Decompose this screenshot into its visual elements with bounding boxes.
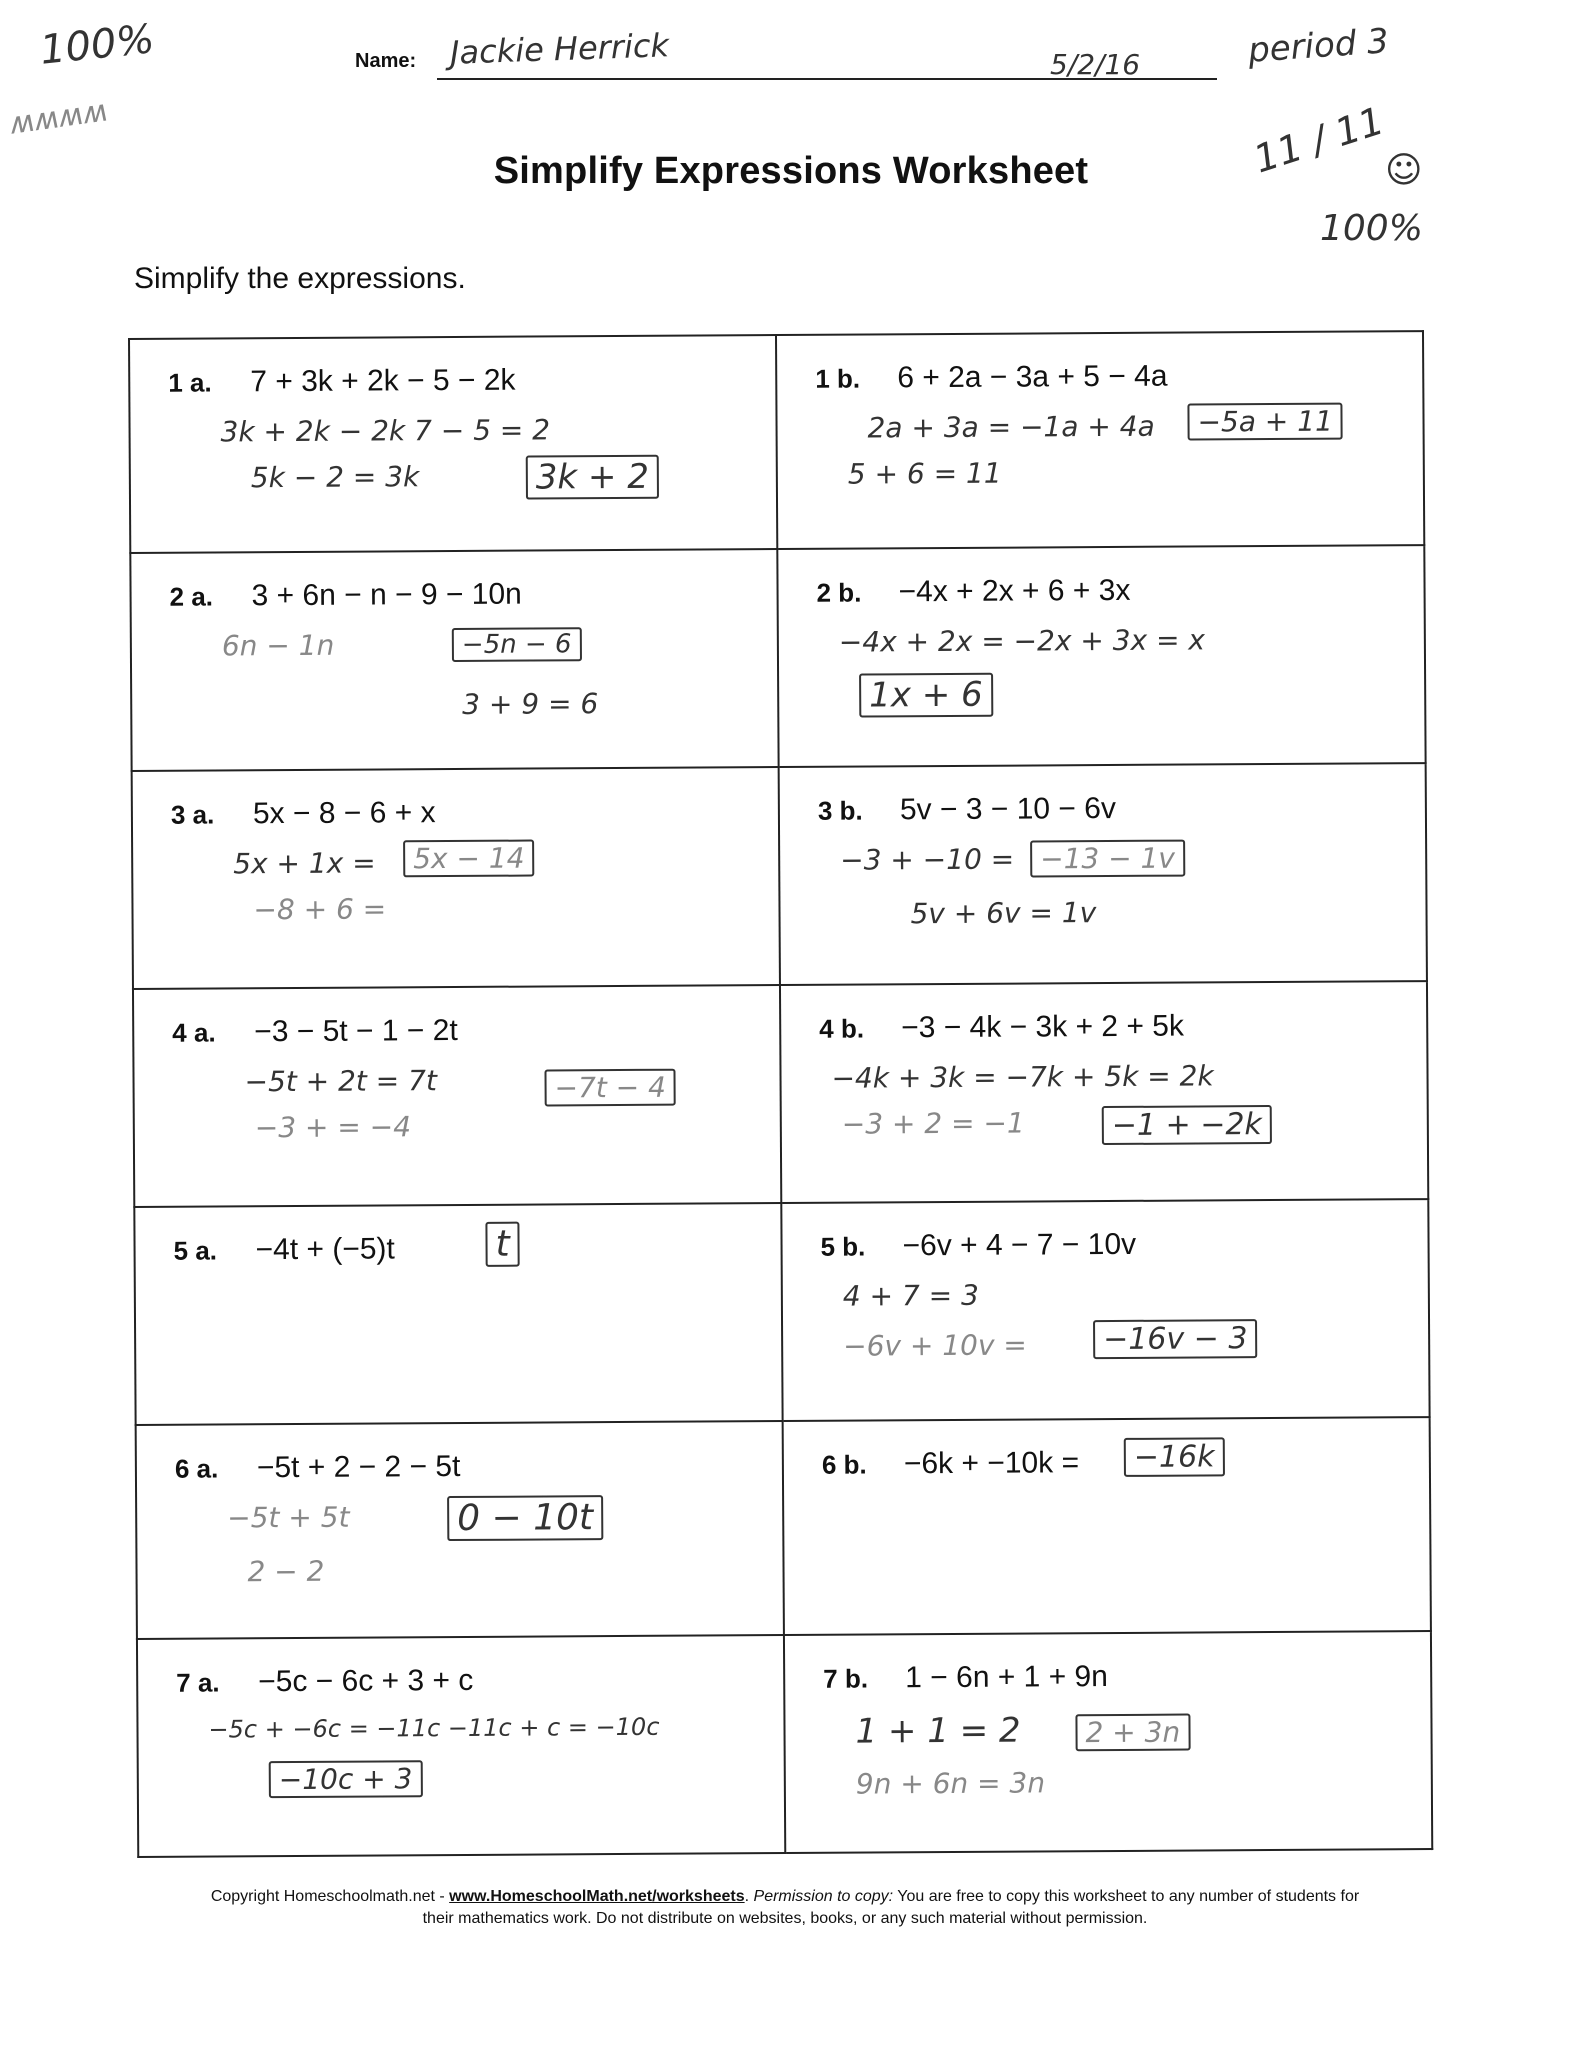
work-line: −8 + 6 = bbox=[253, 892, 387, 927]
answer-box: t bbox=[485, 1222, 519, 1267]
work-line: 3k + 2k − 2k 7 − 5 = 2 bbox=[220, 413, 551, 449]
scribble-top-left: ʍʍʍʍ bbox=[8, 93, 111, 142]
answer-box: 5x − 14 bbox=[403, 839, 535, 877]
work-line: −4k + 3k = −7k + 5k = 2k bbox=[831, 1059, 1214, 1095]
problem-label: 7 a. bbox=[176, 1667, 220, 1698]
problem-cell-1b bbox=[776, 331, 1424, 549]
problem-cell-1a bbox=[129, 335, 777, 553]
work-line: −3 + 2 = −1 bbox=[841, 1106, 1025, 1141]
problem-expression: 3 + 6n − n − 9 − 10n bbox=[251, 577, 522, 613]
problem-label: 4 a. bbox=[172, 1017, 216, 1048]
problem-cell-3a bbox=[132, 767, 780, 989]
problem-grid bbox=[128, 330, 1433, 1858]
answer-box: −10c + 3 bbox=[269, 1760, 423, 1798]
work-line: 5 + 6 = 11 bbox=[847, 456, 1002, 491]
work-line: 4 + 7 = 3 bbox=[842, 1278, 979, 1313]
work-line: −4x + 2x = −2x + 3x = x bbox=[838, 623, 1206, 659]
smile-icon: ☺ bbox=[1385, 150, 1423, 191]
problem-cell-6b bbox=[783, 1417, 1431, 1635]
work-line: 5v + 6v = 1v bbox=[910, 896, 1097, 931]
work-line: 9n + 6n = 3n bbox=[855, 1766, 1046, 1801]
work-line: 3 + 9 = 6 bbox=[462, 687, 599, 721]
answer-box: −16k bbox=[1124, 1437, 1225, 1477]
date-field: 5/2/16 bbox=[1050, 48, 1141, 81]
period-field: period 3 bbox=[1246, 21, 1390, 71]
work-line: 5k − 2 = 3k bbox=[250, 460, 420, 495]
answer-box: 0 − 10t bbox=[447, 1495, 603, 1541]
instructions: Simplify the expressions. bbox=[134, 262, 466, 295]
problem-cell-7a bbox=[137, 1635, 785, 1857]
work-line: −5c + −6c = −11c −11c + c = −10c bbox=[208, 1712, 660, 1744]
problem-expression: −6v + 4 − 7 − 10v bbox=[902, 1227, 1137, 1263]
work-line: −3 + −10 = bbox=[840, 842, 1015, 877]
work-line: 2 − 2 bbox=[247, 1554, 325, 1589]
student-name: Jackie Herrick bbox=[449, 26, 670, 72]
work-line: −5t + 5t bbox=[227, 1500, 350, 1535]
problem-label: 1 b. bbox=[815, 363, 861, 394]
score-percent: 100% bbox=[1320, 208, 1423, 249]
problem-expression: −5t + 2 − 2 − 5t bbox=[256, 1449, 461, 1485]
problem-expression: −4t + (−5)t bbox=[255, 1232, 395, 1267]
problem-label: 3 b. bbox=[817, 795, 863, 826]
problem-cell-2b bbox=[777, 545, 1425, 767]
problem-cell-5b bbox=[781, 1199, 1429, 1421]
problem-expression: −3 − 4k − 3k + 2 + 5k bbox=[901, 1009, 1185, 1045]
work-line: 1 + 1 = 2 bbox=[855, 1710, 1021, 1752]
problem-label: 5 a. bbox=[173, 1235, 218, 1266]
answer-box: −5n − 6 bbox=[452, 627, 582, 662]
answer-box: −7t − 4 bbox=[544, 1069, 676, 1107]
work-line: 2a + 3a = −1a + 4a bbox=[867, 409, 1155, 445]
footer: Copyright Homeschoolmath.net - www.HomeschoolMath.net/worksheets. Permission to copy: You are free to copy this worksheet to any number of students for their mathematics work. Do not distribute on websites, books, or any such material without permission. bbox=[210, 1888, 1360, 1927]
problem-cell-3b bbox=[779, 763, 1427, 985]
work-line: −3 + = −4 bbox=[254, 1110, 412, 1145]
problem-cell-4a bbox=[133, 985, 781, 1207]
work-line: −6v + 10v = bbox=[843, 1328, 1027, 1363]
problem-expression: −6k + −10k = bbox=[903, 1446, 1080, 1481]
problem-label: 1 a. bbox=[168, 367, 212, 398]
problem-label: 6 a. bbox=[174, 1453, 219, 1484]
problem-cell-6a bbox=[136, 1421, 784, 1639]
answer-box: −5a + 11 bbox=[1187, 403, 1343, 441]
problem-cell-7b bbox=[784, 1631, 1432, 1853]
worksheet-title: Simplify Expressions Worksheet bbox=[493, 150, 1089, 192]
footer-permission-label: Permission to copy: bbox=[753, 1888, 894, 1905]
answer-box: −13 − 1v bbox=[1030, 840, 1185, 878]
problem-label: 5 b. bbox=[820, 1231, 866, 1262]
problem-expression: 7 + 3k + 2k − 5 − 2k bbox=[250, 363, 516, 399]
problem-label: 2 a. bbox=[169, 581, 214, 612]
problem-label: 4 b. bbox=[819, 1013, 865, 1044]
answer-box: −16v − 3 bbox=[1093, 1319, 1258, 1359]
work-line: 5x + 1x = bbox=[233, 846, 376, 881]
problem-cell-2a bbox=[130, 549, 778, 771]
problem-expression: 1 − 6n + 1 + 9n bbox=[905, 1659, 1108, 1695]
name-label: Name: bbox=[355, 50, 417, 72]
problem-label: 7 b. bbox=[823, 1663, 869, 1694]
footer-permission-text: You are free to copy this worksheet to any number of students for their mathematics work. Do not distribute on websites, books, or any such material without permission. bbox=[422, 1888, 1360, 1927]
work-line: −5t + 2t = 7t bbox=[244, 1064, 438, 1099]
footer-link[interactable]: www.HomeschoolMath.net/worksheets bbox=[449, 1888, 745, 1905]
problem-expression: −3 − 5t − 1 − 2t bbox=[254, 1013, 458, 1049]
work-line: 6n − 1n bbox=[221, 628, 335, 663]
answer-box: −1 + −2k bbox=[1102, 1105, 1272, 1145]
problem-label: 2 b. bbox=[816, 577, 862, 608]
problem-label: 3 a. bbox=[170, 799, 215, 830]
problem-expression: 5v − 3 − 10 − 6v bbox=[899, 791, 1116, 827]
problem-expression: 6 + 2a − 3a + 5 − 4a bbox=[897, 359, 1168, 395]
answer-box: 3k + 2 bbox=[526, 455, 659, 500]
problem-cell-4b bbox=[780, 981, 1428, 1203]
score-fraction: 11 / 11 bbox=[1248, 98, 1390, 182]
problem-expression: 5x − 8 − 6 + x bbox=[252, 796, 436, 831]
footer-copyright: Copyright Homeschoolmath.net - bbox=[210, 1888, 450, 1905]
answer-box: 1x + 6 bbox=[859, 673, 993, 718]
grade-top-left: 100% bbox=[37, 16, 157, 74]
problem-cell-5a bbox=[134, 1203, 782, 1425]
answer-box: 2 + 3n bbox=[1075, 1713, 1190, 1751]
problem-label: 6 b. bbox=[821, 1449, 867, 1480]
problem-expression: −5c − 6c + 3 + c bbox=[258, 1663, 474, 1699]
problem-expression: −4x + 2x + 6 + 3x bbox=[898, 573, 1131, 609]
